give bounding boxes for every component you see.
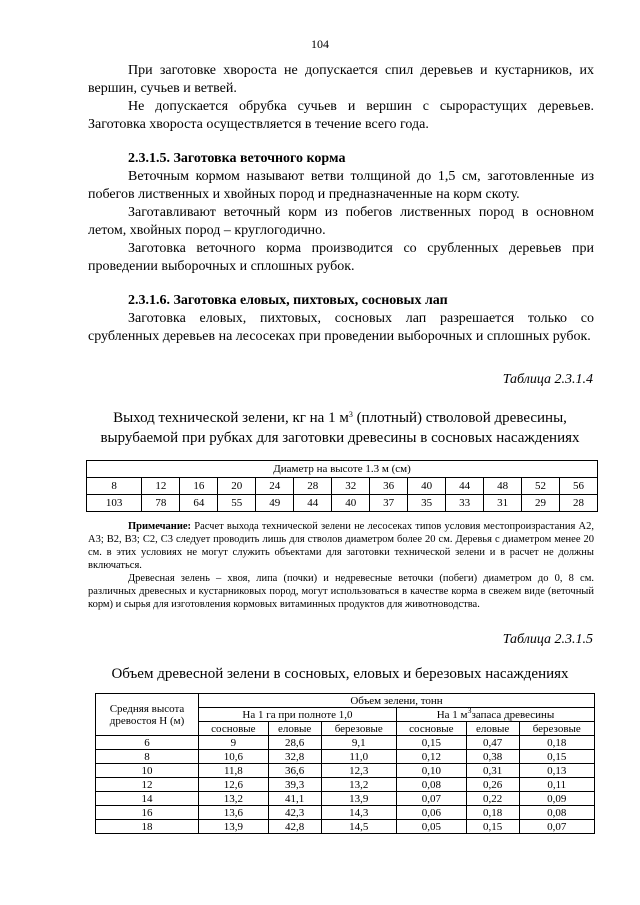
table-label: Таблица 2.3.1.5 [502,632,593,647]
value-cell: 44 [294,495,332,512]
table-header: Диаметр на высоте 1.3 м (см) [87,461,598,478]
value-cell: 0,47 [466,736,519,750]
value-cell: 28 [560,495,598,512]
value-cell: 0,38 [466,750,519,764]
table-row [96,750,595,764]
value-cell: 0,12 [396,750,466,764]
value-cell: 29 [522,495,560,512]
table-row [96,792,595,806]
section-heading-2-3-1-5: 2.3.1.5. Заготовка веточного корма [128,151,346,166]
value-cell: 9,1 [321,736,396,750]
diameter-cell: 16 [180,478,218,495]
diameter-cell: 8 [87,478,142,495]
value-cell: 11,0 [321,750,396,764]
value-cell: 35 [408,495,446,512]
diameter-cell: 32 [332,478,370,495]
value-cell: 36,6 [268,764,321,778]
height-cell: 18 [96,820,199,834]
diameter-cell: 48 [484,478,522,495]
table-row [87,495,598,512]
height-cell: 16 [96,806,199,820]
column-header: Средняя высота древостоя Н (м) [96,694,199,736]
note-paragraph: Древесная зелень – хвоя, липа (почки) и недревесные веточки (побеги) диаметром до 0, 8 см. различных древесных и кустарниковых пород, могут использоваться в качестве корма в свежем виде (веточный корм) и сырья для изготовления кормовых витаминных продуктов для животноводства. [88,573,594,610]
table-caption: Объем древесной зелени в сосновых, еловых и березовых насаждениях [111,666,569,682]
value-cell: 64 [180,495,218,512]
diameter-cell: 40 [408,478,446,495]
species-header: березовые [519,722,594,736]
value-cell: 37 [370,495,408,512]
value-cell: 0,08 [396,778,466,792]
diameter-cell: 44 [446,478,484,495]
value-cell: 39,3 [268,778,321,792]
height-cell: 6 [96,736,199,750]
species-header: еловые [268,722,321,736]
value-cell: 0,15 [519,750,594,764]
diameter-cell: 28 [294,478,332,495]
table-row [96,806,595,820]
value-cell: 0,26 [466,778,519,792]
value-cell: 0,07 [519,820,594,834]
value-cell: 103 [87,495,142,512]
value-cell: 0,18 [519,736,594,750]
value-cell: 0,06 [396,806,466,820]
height-cell: 8 [96,750,199,764]
value-cell: 31 [484,495,522,512]
value-cell: 55 [218,495,256,512]
paragraph: Заготавливают веточный корм из побегов лиственных пород в основном летом, хвойных пород – круглогодично. [88,205,594,238]
body-text-block-2 [88,168,594,276]
species-header: еловые [466,722,519,736]
paragraph: Заготовка веточного корма производится со срубленных деревьев при проведении выборочных и сплошных рубок. [88,241,594,274]
value-cell: 14,5 [321,820,396,834]
green-volume-table [95,693,595,834]
page-number: 104 [311,37,329,51]
value-cell: 14,3 [321,806,396,820]
column-group-header: На 1 $м^3запаса$ древесины [396,708,594,722]
paragraph: Веточным кормом называют ветви толщиной до 1,5 см, заготовленные из побегов лиственных и хвойных пород и предназначенные на корм скоту. [88,169,594,202]
species-header: сосновые [396,722,466,736]
value-cell: 49 [256,495,294,512]
table-row [96,778,595,792]
paragraph: Заготовка еловых, пихтовых, сосновых лап разрешается только со срубленных деревьев на лесосеках при проведении выборочных и сплошных рубок. [88,311,594,344]
diameter-cell: 56 [560,478,598,495]
diameter-cell: 52 [522,478,560,495]
value-cell: 28,6 [268,736,321,750]
value-cell: 41,1 [268,792,321,806]
body-text-block-3 [88,310,594,346]
value-cell: 33 [446,495,484,512]
value-cell: 13,2 [321,778,396,792]
value-cell: 9 [199,736,269,750]
value-cell: 40 [332,495,370,512]
column-header: Объем зелени, тонн [199,694,595,708]
value-cell: 0,07 [396,792,466,806]
value-cell: 13,6 [199,806,269,820]
species-header: сосновые [199,722,269,736]
value-cell: 0,15 [396,736,466,750]
value-cell: 10,6 [199,750,269,764]
value-cell: 12,6 [199,778,269,792]
table-caption: Выход технической зелени, кг на 1 $м^3$ (плотный) стволовой древесины, вырубаемой при рубках для заготовки древесины в сосновых насаждениях [100,410,580,446]
value-cell: 42,8 [268,820,321,834]
diameter-cell: 36 [370,478,408,495]
section-heading-2-3-1-6: 2.3.1.6. Заготовка еловых, пихтовых, сосновых лап [128,293,448,308]
value-cell: 0,13 [519,764,594,778]
table-row [87,478,598,495]
value-cell: 78 [142,495,180,512]
value-cell: 13,9 [321,792,396,806]
value-cell: 0,08 [519,806,594,820]
species-header: березовые [321,722,396,736]
value-cell: 0,22 [466,792,519,806]
paragraph: При заготовке хвороста не допускается спил деревьев и кустарников, их вершин, сучьев и ветвей. [88,63,594,96]
column-group-header: На 1 га при полноте 1,0 [199,708,397,722]
table-row [96,764,595,778]
table-note: Примечание: Расчет выхода технической зелени не лесосеках типов условия местопроизрастания А2, А3; В2, В3; С2, С3 следует проводить лишь для стволов диаметром более 20 см. Деревья с диаметром менее 20 см. в этих условиях не могут служить объектами для заготовки технической зелени и в расчет не должны включаться. Древесная зелень – хвоя, липа (почки) и недревесные веточки (побеги) диаметром до 0, 8 см. различных древесных и кустарниковых пород, могут использоваться в качестве корма в свежем виде (веточный корм) и сырья для изготовления кормовых витаминных продуктов для животноводства. [88,521,594,610]
height-cell: 12 [96,778,199,792]
value-cell: 0,10 [396,764,466,778]
value-cell: 11,8 [199,764,269,778]
value-cell: 42,3 [268,806,321,820]
note-label: Примечание: [128,521,192,532]
height-cell: 10 [96,764,199,778]
table-row [96,736,595,750]
height-cell: 14 [96,792,199,806]
value-cell: 0,09 [519,792,594,806]
table-label: Таблица 2.3.1.4 [502,372,593,387]
value-cell: 32,8 [268,750,321,764]
paragraph: Не допускается обрубка сучьев и вершин с сырорастущих деревьев. Заготовка хвороста осуществляется в течение всего года. [88,99,594,132]
diameter-cell: 12 [142,478,180,495]
value-cell: 0,15 [466,820,519,834]
body-text-block-1 [88,62,594,134]
value-cell: 13,2 [199,792,269,806]
diameter-cell: 20 [218,478,256,495]
value-cell: 0,18 [466,806,519,820]
diameter-cell: 24 [256,478,294,495]
table-row [96,820,595,834]
value-cell: 13,9 [199,820,269,834]
value-cell: 0,11 [519,778,594,792]
green-output-table [86,460,598,512]
value-cell: 0,31 [466,764,519,778]
value-cell: 0,05 [396,820,466,834]
value-cell: 12,3 [321,764,396,778]
